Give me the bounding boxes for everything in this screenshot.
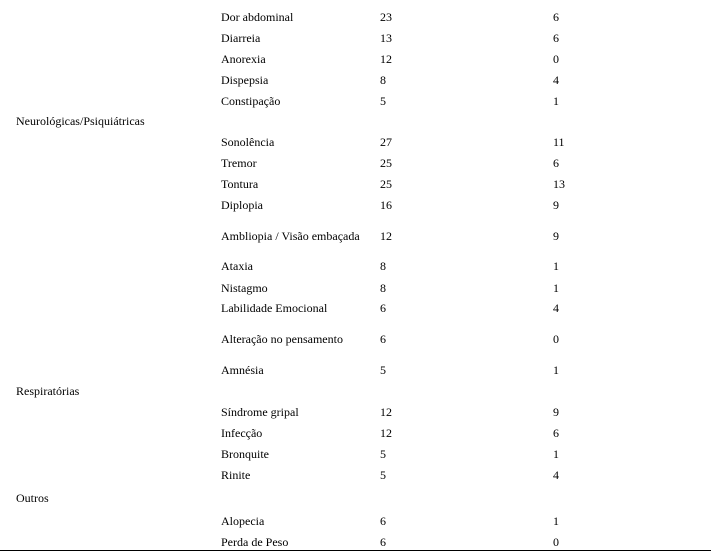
value-col-1: 6 [380,301,386,315]
table-row [0,93,711,109]
value-col-1: 13 [380,31,392,45]
value-col-2: 0 [553,52,559,66]
event-name: Infecção [221,426,263,440]
value-col-2: 6 [553,31,559,45]
table-row [0,534,711,550]
event-name: Diarreia [221,31,261,45]
value-col-1: 27 [380,135,392,149]
value-col-2: 4 [553,301,559,315]
value-col-2: 1 [553,447,559,461]
value-col-2: 6 [553,156,559,170]
table-row [0,197,711,213]
table-row [0,51,711,67]
value-col-1: 25 [380,177,392,191]
table-row [0,362,711,378]
value-col-1: 5 [380,363,386,377]
table-row [0,404,711,420]
table-row [0,258,711,274]
value-col-2: 0 [553,332,559,346]
value-col-1: 23 [380,10,392,24]
table-row [0,72,711,88]
table-row [0,30,711,46]
event-name: Perda de Peso [221,535,289,549]
table-row [0,513,711,529]
table-row [0,446,711,462]
event-name: Alopecia [221,514,265,528]
value-col-2: 9 [553,405,559,419]
value-col-1: 8 [380,73,386,87]
event-name: Bronquite [221,447,269,461]
value-col-2: 4 [553,468,559,482]
value-col-2: 1 [553,514,559,528]
event-name: Síndrome gripal [221,405,299,419]
table-row [0,155,711,171]
value-col-1: 8 [380,259,386,273]
value-col-2: 6 [553,426,559,440]
value-col-2: 1 [553,259,559,273]
event-name: Tremor [221,156,257,170]
value-col-2: 9 [553,198,559,212]
value-col-1: 6 [380,535,386,549]
event-name: Nistagmo [221,281,268,295]
value-col-1: 25 [380,156,392,170]
value-col-2: 11 [553,135,565,149]
value-col-2: 9 [553,229,559,243]
event-name: Ambliopia / Visão embaçada [221,229,360,243]
category-row [0,490,711,506]
table-row [0,331,711,347]
event-name: Ataxia [221,259,253,273]
category-label: Outros [16,491,49,505]
event-name: Tontura [221,177,259,191]
value-col-2: 6 [553,10,559,24]
category-label: Neurológicas/Psiquiátricas [16,114,145,128]
value-col-1: 5 [380,447,386,461]
value-col-1: 5 [380,468,386,482]
value-col-2: 0 [553,535,559,549]
event-name: Rinite [221,468,251,482]
value-col-1: 6 [380,332,386,346]
category-row [0,383,711,399]
value-col-1: 8 [380,281,386,295]
value-col-1: 16 [380,198,392,212]
value-col-1: 12 [380,405,392,419]
event-name: Dispepsia [221,73,269,87]
value-col-2: 4 [553,73,559,87]
event-name: Alteração no pensamento [221,332,343,346]
event-name: Sonolência [221,135,275,149]
table-row [0,280,711,296]
table-row [0,425,711,441]
table-row [0,176,711,192]
table-bottom-rule [0,550,711,551]
value-col-2: 13 [553,177,565,191]
value-col-2: 1 [553,281,559,295]
table-row [0,134,711,150]
event-name: Constipação [221,94,281,108]
value-col-1: 12 [380,426,392,440]
category-label: Respiratórias [16,384,80,398]
table-row [0,300,711,316]
value-col-2: 1 [553,363,559,377]
table-row [0,228,711,244]
event-name: Amnésia [221,363,264,377]
table-row [0,467,711,483]
category-row [0,113,711,129]
event-name: Anorexia [221,52,266,66]
event-name: Diplopia [221,198,263,212]
value-col-1: 12 [380,52,392,66]
value-col-1: 6 [380,514,386,528]
value-col-1: 5 [380,94,386,108]
event-name: Dor abdominal [221,10,294,24]
event-name: Labilidade Emocional [221,301,328,315]
value-col-2: 1 [553,94,559,108]
value-col-1: 12 [380,229,392,243]
table-row [0,9,711,25]
